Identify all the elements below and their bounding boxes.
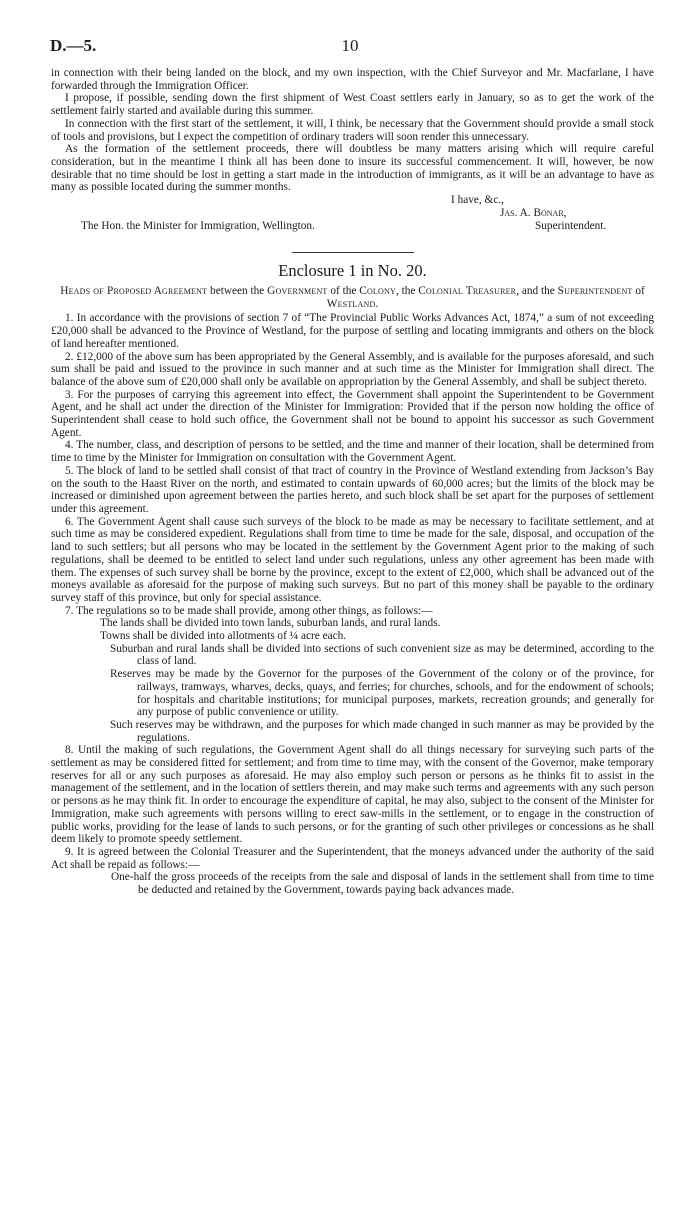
clause-9: 9. It is agreed between the Colonial Treasurer and the Superintendent, that the moneys advanced under the authority of the said Act shall be repaid as follows:—	[51, 845, 654, 871]
letter-paragraph: in connection with their being landed on the block, and my own inspection, with the Chief Surveyor and Mr. Macfarlane, I have forwarded through the Immigration Officer.	[51, 67, 654, 92]
clause-7-item: Reserves may be made by the Governor for the purposes of the Government of the colony or of the province, for railways, tramways, wharves, decks, quays, and ferries; for churches, schools, and for the endowment of schools; for hospitals and charitable institutions; for municipal purposes, markets, recreation grounds; and generally for any purpose of public convenience or utility.	[110, 668, 654, 719]
clause-7-item: Such reserves may be withdrawn, and the purposes for which made changed in such manner as may be provided by the regulations.	[110, 718, 654, 744]
letter-paragraph: In connection with the first start of the settlement, it will, I think, be necessary that the Government should provide a small stock of tools and provisions, but I expect the competition of ordinary traders will soon render this unnecessary.	[51, 117, 654, 143]
clause-3: 3. For the purposes of carrying this agreement into effect, the Government shall appoint the Superintendent to be Government Agent, and he shall act under the direction of the Minister for Immigration: Provided that if the person now holding the office of Superintendent shall cease to hold such office, the Government shall not be bound to appoint his successor as such Government Agent.	[51, 388, 654, 439]
clause-7-intro: 7. The regulations so to be made shall provide, among other things, as follows:—	[65, 604, 433, 617]
clause-1: 1. In accordance with the provisions of section 7 of “The Provincial Public Works Advances Act, 1874,” a sum of not exceeding £20,000 shall be advanced to the Province of Westland, for the purpose of settling and locating immigrants and others on the block of land hereafter mentioned.	[51, 312, 654, 350]
page-header	[50, 36, 650, 60]
document-body	[51, 67, 654, 897]
closing-phrase: I have, &c.,	[451, 194, 505, 207]
addressee: The Hon. the Minister for Immigration, Wellington.	[81, 220, 315, 233]
signatory-title: Superintendent.	[535, 220, 607, 233]
letter-paragraph: As the formation of the settlement proceeds, there will doubtless be many matters arising which will require careful consideration, but in the meantime I think all has been done to insure its successful commencement. It will, however, be now desirable that no time should be lost in getting a start made in the introduction of immigrants, as it will be an advantage to have as many as possible located during the summer months.	[51, 143, 654, 194]
letter-closing	[51, 194, 654, 246]
clause-2: 2. £12,000 of the above sum has been appropriated by the General Assembly, and is available for the purposes aforesaid, and such sum shall be paid and issued to the province in such manner and at such time as the Minister for Immigration shall direct. The balance of the above sum of £20,000 shall only be available on appropriation by the General Assembly, and shall be subject thereto.	[51, 350, 654, 388]
clause-7-item: The lands shall be divided into town lands, suburban lands, and rural lands.	[100, 617, 441, 630]
document-code: D.—5.	[50, 36, 97, 55]
letter-paragraph: I propose, if possible, sending down the first shipment of West Coast settlers early in January, so as to get the work of the settlement fairly started and available during this summer.	[51, 92, 654, 118]
clause-6: 6. The Government Agent shall cause such surveys of the block to be made as may be necessary to facilitate settlement, and at such time as may be considered expedient. Regulations shall from time to time be made for the sale, disposal, and occupation of the land to such settlers; but all persons who may be located in the settlement by the Government Agent prior to the making of such regulations, shall be deemed to be entitled to select land under such regulations, unless any other agreement has been made with them. The expenses of such survey shall be borne by the province, except to the extent of £2,000, which shall be advanced out of the moneys available as aforesaid for the purpose of making such surveys. But no part of this money shall be payable to the ordinary survey staff of this province, but only for special assistance.	[51, 515, 654, 604]
clause-9-item: One-half the gross proceeds of the receipts from the sale and disposal of lands in the settlement shall from time to time be deducted and retained by the Government, towards paying back advances made.	[111, 871, 654, 897]
clause-5: 5. The block of land to be settled shall consist of that tract of country in the Province of Westland extending from Jackson’s Bay on the south to the Haast River on the north, and estimated to contain upwards of 60,000 acres; but the limits of the block may be increased or diminished upon agreement between the parties hereto, and such block shall be set apart for the purposes of settlement under this agreement.	[51, 464, 654, 515]
clause-8: 8. Until the making of such regulations, the Government Agent shall do all things necessary for surveying such parts of the settlement as may be considered fitted for settlement; and from time to time may, with the consent of the Governor, make temporary reserves for all or any such purposes as aforesaid. He may also employ such person or persons as he thinks fit to assist in the management of the settlement, and in the location of settlers therein, and may make such terms and agreements with any such person or persons as he may think fit. In order to encourage the expenditure of capital, he may also, subject to the consent of the Minister for Immigration, make such agreements with persons willing to erect saw-mills in the settlement, or to engage in the construction of public works, providing for the lease of lands to such persons, or for the granting of such other privileges or concessions as he shall deem likely to promote speedy settlement.	[51, 744, 654, 846]
clause-4: 4. The number, class, and description of persons to be settled, and the time and manner of their location, shall be determined from time to time by the Minister for Immigration on consultation with the Government Agent.	[51, 439, 654, 465]
section-divider	[292, 252, 414, 253]
page-number: 10	[341, 36, 359, 55]
agreement-heading: Heads of Proposed Agreement between the Government of the Colony, the Colonial Treasurer, and the Superintendent of Westland.	[60, 285, 645, 310]
enclosure-title: Enclosure 1 in No. 20.	[278, 261, 427, 281]
clause-7-item: Suburban and rural lands shall be divided into sections of such convenient size as may be determined, according to the class of land.	[110, 642, 654, 668]
signature: Jas. A. Bonar,	[500, 207, 567, 220]
clause-7-item: Towns shall be divided into allotments of ¼ acre each.	[100, 630, 347, 643]
